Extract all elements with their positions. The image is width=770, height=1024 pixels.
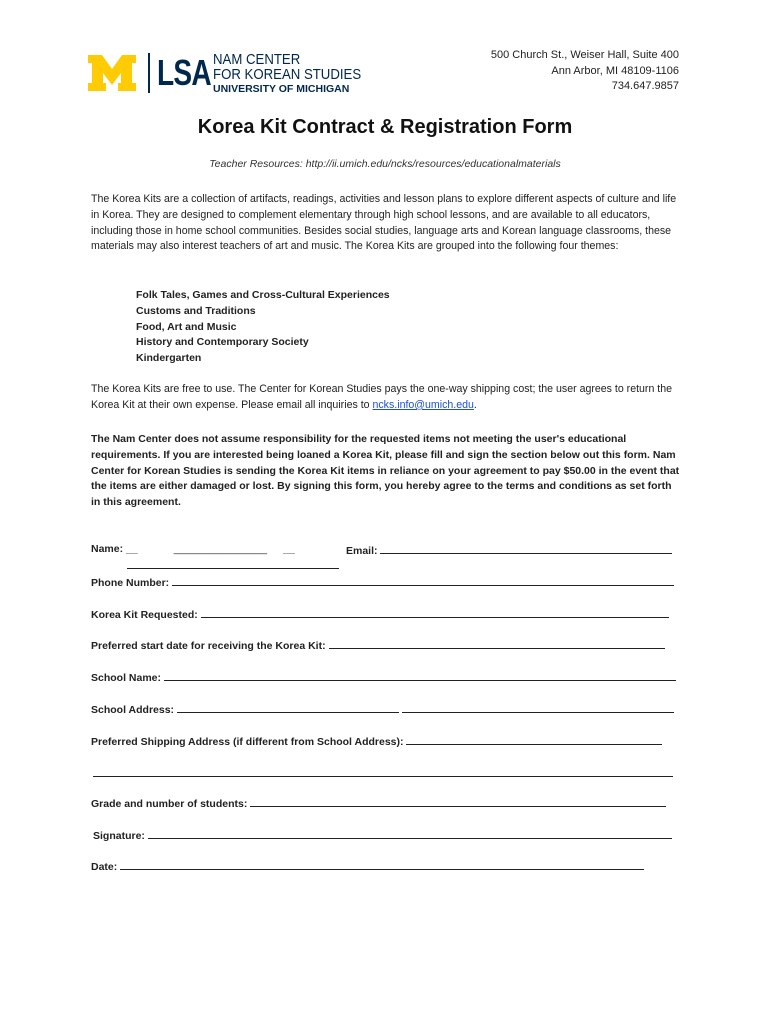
- block-m-logo-icon: [86, 53, 138, 93]
- school-address-input-line[interactable]: [177, 702, 399, 713]
- school-name-input-line[interactable]: [164, 670, 676, 681]
- logo-lsa: LSA: [157, 52, 211, 93]
- theme-list: [136, 288, 390, 367]
- grade-label: Grade and number of students:: [91, 798, 248, 810]
- usage-paragraph: [91, 382, 681, 414]
- logo-line-2: FOR KOREAN STUDIES: [213, 65, 362, 83]
- shipping-field-row: [91, 734, 662, 748]
- logo-divider: [148, 53, 150, 93]
- school-address-label: School Address:: [91, 704, 175, 716]
- address-line-2: Ann Arbor, MI 48109-1106: [551, 64, 679, 77]
- start-date-input-line[interactable]: [329, 638, 665, 649]
- date-field-row: [91, 859, 644, 873]
- page-title: Korea Kit Contract & Registration Form: [197, 116, 573, 138]
- theme-item: Customs and Traditions: [136, 304, 256, 317]
- phone-input-line[interactable]: [172, 575, 674, 586]
- theme-item: Folk Tales, Games and Cross-Cultural Experiences: [136, 289, 390, 301]
- name-input-line[interactable]: [127, 558, 339, 569]
- name-field-row: [91, 543, 295, 555]
- school-address-field-row: [91, 702, 674, 716]
- university-logo: [86, 50, 381, 96]
- kit-input-line[interactable]: [201, 607, 669, 618]
- address-phone: 734.647.9857: [611, 80, 679, 92]
- name-underscore-end: __: [283, 543, 295, 555]
- date-label: Date:: [91, 861, 118, 873]
- usage-end: .: [473, 398, 477, 411]
- email-input-line[interactable]: [380, 543, 672, 554]
- shipping-input-line[interactable]: [406, 734, 662, 745]
- start-date-field-row: [91, 638, 665, 652]
- intro-paragraph: The Korea Kits are a collection of artifacts, readings, activities and lesson plans to explore different aspects of culture and life in Korea. They are designed to complement elementary through high school lessons, and are available to all educators, including those in home school communities. Besides social studies, language arts and Korean language classrooms, these materials may also interest teachers of art and music. The Korea Kits are grouped into the following four themes:: [91, 193, 677, 253]
- phone-label: Phone Number:: [91, 577, 170, 589]
- address-line-1: 500 Church St., Weiser Hall, Suite 400: [490, 49, 679, 61]
- email-label: Email:: [346, 545, 378, 557]
- shipping-input-line-2[interactable]: [93, 766, 673, 777]
- theme-item: Food, Art and Music: [136, 320, 237, 333]
- signature-input-line[interactable]: [148, 828, 672, 839]
- shipping-continuation-row: [93, 766, 673, 780]
- name-underscore-mid: ________________: [173, 543, 268, 555]
- theme-item: Kindergarten: [136, 352, 202, 365]
- theme-item: History and Contemporary Society: [136, 336, 309, 349]
- grade-input-line[interactable]: [250, 796, 666, 807]
- grade-field-row: [91, 796, 666, 810]
- kit-field-row: [91, 607, 669, 621]
- contact-address: [491, 48, 679, 95]
- signature-field-row: [93, 828, 672, 842]
- school-name-label: School Name:: [91, 672, 162, 684]
- school-name-field-row: [91, 670, 676, 684]
- agreement-paragraph: The Nam Center does not assume responsibility for the requested items not meeting the user's educational requirements. If you are interested being loaned a Korea Kit, please fill and sign the section below out this form. Nam Center for Korean Studies is sending the Korea Kit items in reliance on your agreement to pay $50.00 in the event that the items are either damaged or lost. By signing this form, you hereby agree to the terms and conditions as set forth in this agreement.: [91, 433, 680, 509]
- name-continuation-row: [127, 558, 339, 572]
- kit-label: Korea Kit Requested:: [91, 609, 198, 621]
- signature-label: Signature:: [93, 830, 145, 842]
- phone-field-row: [91, 575, 674, 589]
- teacher-resources: Teacher Resources: http://ii.umich.edu/ncks/resources/educationalmaterials: [209, 158, 561, 170]
- name-label: Name: __: [91, 543, 138, 555]
- school-address-input-line-2[interactable]: [402, 702, 674, 713]
- logo-line-1: NAM CENTER: [213, 50, 301, 68]
- email-link[interactable]: ncks.info@umich.edu: [372, 398, 474, 411]
- logo-text: [213, 52, 381, 95]
- start-date-label: Preferred start date for receiving the Korea Kit:: [91, 640, 326, 652]
- usage-text: The Korea Kits are free to use. The Center for Korean Studies pays the one-way shipping cost; the user agrees to return the Korea Kit at their own expense. Please email all inquiries to: [91, 383, 673, 411]
- email-field-row: [346, 543, 672, 557]
- logo-line-3: UNIVERSITY OF MICHIGAN: [213, 82, 350, 95]
- shipping-label: Preferred Shipping Address (if different from School Address):: [91, 736, 404, 748]
- date-input-line[interactable]: [120, 859, 644, 870]
